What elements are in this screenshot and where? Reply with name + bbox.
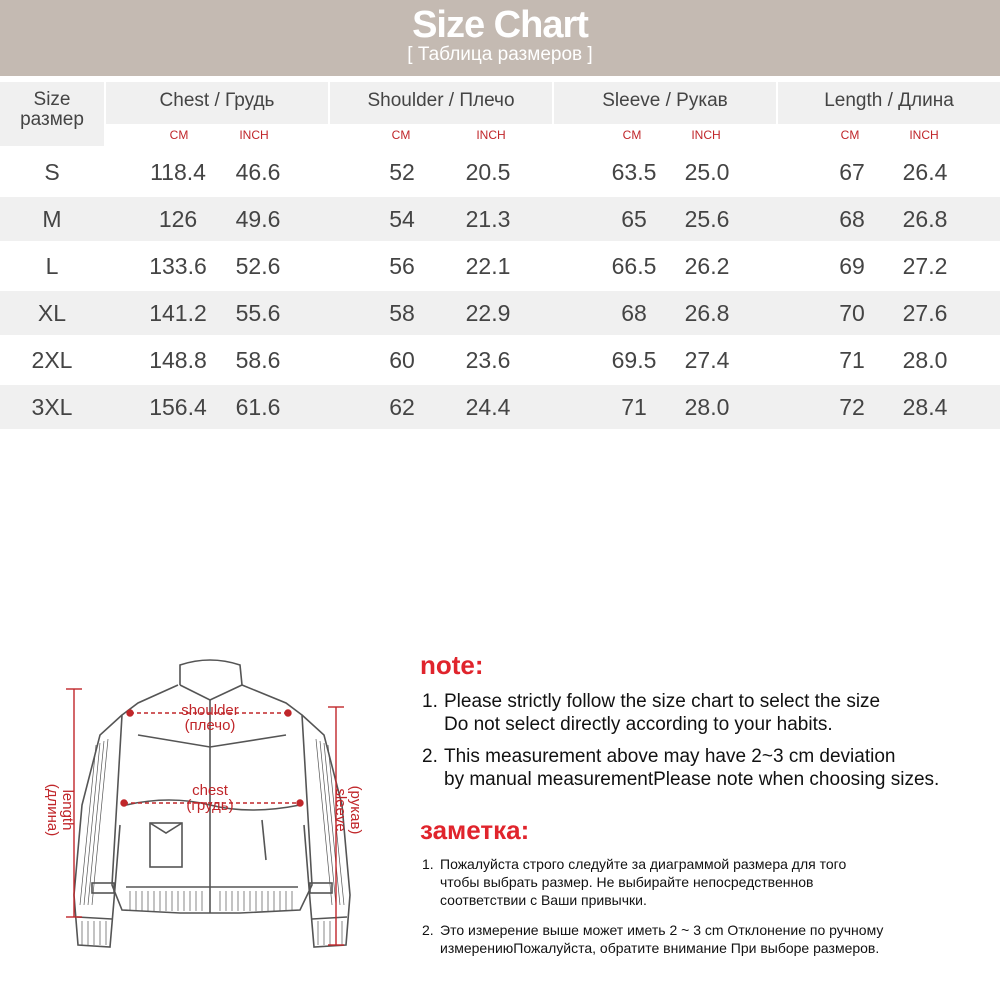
ru-note-item-2-number: 2. xyxy=(422,922,434,938)
size-cell: XL xyxy=(37,300,67,326)
value-cell: 60 xyxy=(389,347,415,373)
value-cell: 69.5 xyxy=(611,347,657,373)
table-row xyxy=(0,338,1000,382)
value-cell: 49.6 xyxy=(235,206,281,232)
shoulder-header-cell xyxy=(330,82,554,146)
value-cell: 25.6 xyxy=(684,206,730,232)
value-cell: 22.9 xyxy=(465,300,511,326)
table-row xyxy=(0,291,1000,335)
sleeve-header-cell xyxy=(554,82,778,146)
value-cell: 26.2 xyxy=(684,253,730,279)
table-header-row xyxy=(0,82,1000,150)
sleeve-header-label: Sleeve / Рукав xyxy=(602,90,728,111)
value-cell: 66.5 xyxy=(611,253,657,279)
value-cell: 61.6 xyxy=(235,394,281,420)
table-row xyxy=(0,385,1000,429)
value-cell: 71 xyxy=(839,347,865,373)
sleeve-unit-cm: CM xyxy=(622,128,642,142)
value-cell: 63.5 xyxy=(611,159,657,185)
value-cell: 28.4 xyxy=(902,394,948,420)
shoulder-unit-inch: INCH xyxy=(476,128,506,142)
value-cell: 58.6 xyxy=(235,347,281,373)
table-row xyxy=(0,244,1000,288)
size-header-en: Size xyxy=(33,89,71,110)
value-cell: 21.3 xyxy=(465,206,511,232)
value-cell: 56 xyxy=(389,253,415,279)
value-cell: 27.2 xyxy=(902,253,948,279)
diagram-shoulder-label-ru: (плечо) xyxy=(184,717,236,734)
ru-note-item-1-line3: соответствии с Ваши привычки. xyxy=(440,892,647,908)
value-cell: 52.6 xyxy=(235,253,281,279)
size-cell: S xyxy=(44,159,60,185)
ru-note-item-1-line1: Пожалуйста строго следуйте за диаграммой размера для того xyxy=(440,856,847,872)
value-cell: 27.4 xyxy=(684,347,730,373)
jacket-measurement-diagram xyxy=(30,655,410,955)
chest-unit-cm: CM xyxy=(169,128,189,142)
value-cell: 25.0 xyxy=(684,159,730,185)
diagram-chest-label: chest xyxy=(192,782,228,799)
table-row xyxy=(0,150,1000,194)
value-cell: 58 xyxy=(389,300,415,326)
table-row xyxy=(0,197,1000,241)
size-header-cell xyxy=(0,82,106,146)
value-cell: 118.4 xyxy=(150,159,206,185)
value-cell: 22.1 xyxy=(465,253,511,279)
shoulder-header-label: Shoulder / Плечо xyxy=(367,90,515,111)
table-body xyxy=(0,150,1000,429)
size-cell: 3XL xyxy=(31,394,73,420)
value-cell: 26.8 xyxy=(902,206,948,232)
diagram-shoulder-label: shoulder xyxy=(181,702,239,719)
diagram-sleeve-label: sleeve xyxy=(332,788,349,832)
value-cell: 72 xyxy=(839,394,865,420)
value-cell: 54 xyxy=(389,206,415,232)
diagram-length-label: length xyxy=(59,789,76,831)
diagram-length-label-ru: (длина) xyxy=(44,783,61,837)
diagram-sleeve-label-ru: (рукав) xyxy=(347,785,364,835)
value-cell: 27.6 xyxy=(902,300,948,326)
ru-note-item-1 xyxy=(422,855,846,909)
value-cell: 28.0 xyxy=(902,347,948,373)
note-item-1 xyxy=(422,690,880,736)
note-heading-en: note: xyxy=(420,650,484,680)
value-cell: 71 xyxy=(621,394,647,420)
length-unit-inch: INCH xyxy=(909,128,939,142)
value-cell: 148.8 xyxy=(149,347,207,373)
size-table xyxy=(0,82,1000,432)
value-cell: 26.4 xyxy=(902,159,948,185)
value-cell: 24.4 xyxy=(465,394,511,420)
value-cell: 28.0 xyxy=(684,394,730,420)
note-item-2-number: 2. xyxy=(422,746,438,767)
value-cell: 20.5 xyxy=(465,159,511,185)
value-cell: 141.2 xyxy=(149,300,207,326)
note-item-1-number: 1. xyxy=(422,691,438,712)
size-cell: L xyxy=(45,253,59,279)
value-cell: 156.4 xyxy=(149,394,207,420)
ru-note-item-2 xyxy=(422,921,883,957)
value-cell: 69 xyxy=(839,253,865,279)
length-header-label: Length / Длина xyxy=(824,90,954,111)
note-item-2-line1: This measurement above may have 2~3 cm deviation xyxy=(444,746,896,767)
diagram-chest-label-ru: (грудь) xyxy=(186,797,234,814)
value-cell: 67 xyxy=(839,159,865,185)
value-cell: 52 xyxy=(389,159,415,185)
size-cell: 2XL xyxy=(31,347,73,373)
chest-header-cell xyxy=(106,82,330,146)
note-item-2-line2: by manual measurementPlease note when choosing sizes. xyxy=(444,769,940,790)
ru-note-item-2-line1: Это измерение выше может иметь 2 ~ 3 cm Отклонение по ручному xyxy=(440,922,884,938)
header-banner xyxy=(0,0,1000,76)
value-cell: 46.6 xyxy=(235,159,281,185)
size-header-ru: размер xyxy=(20,109,84,130)
note-item-1-line2: Do not select directly according to your habits. xyxy=(444,714,833,735)
length-header-cell xyxy=(778,82,1000,146)
chest-header-label: Chest / Грудь xyxy=(159,90,275,111)
sleeve-unit-inch: INCH xyxy=(691,128,721,142)
value-cell: 126 xyxy=(158,206,198,232)
value-cell: 55.6 xyxy=(235,300,281,326)
chest-unit-inch: INCH xyxy=(239,128,269,142)
value-cell: 23.6 xyxy=(465,347,511,373)
value-cell: 68 xyxy=(621,300,647,326)
value-cell: 133.6 xyxy=(149,253,207,279)
page-subtitle: [ Таблица размеров ] xyxy=(407,44,593,65)
value-cell: 68 xyxy=(839,206,865,232)
note-item-2 xyxy=(422,745,939,791)
note-heading-ru: заметка: xyxy=(420,815,530,845)
length-unit-cm: CM xyxy=(840,128,860,142)
note-item-1-line1: Please strictly follow the size chart to select the size xyxy=(444,691,881,712)
ru-note-item-1-line2: чтобы выбрать размер. Не выбирайте непосредственнов xyxy=(440,874,814,890)
page-title: Size Chart xyxy=(412,4,588,46)
shoulder-unit-cm: CM xyxy=(391,128,411,142)
value-cell: 65 xyxy=(621,206,647,232)
ru-note-item-2-line2: измерениюПожалуйста, обратите внимание При выборе размеров. xyxy=(440,940,880,956)
value-cell: 26.8 xyxy=(684,300,730,326)
value-cell: 70 xyxy=(839,300,865,326)
size-cell: M xyxy=(42,206,62,232)
ru-note-item-1-number: 1. xyxy=(422,856,434,872)
value-cell: 62 xyxy=(389,394,415,420)
